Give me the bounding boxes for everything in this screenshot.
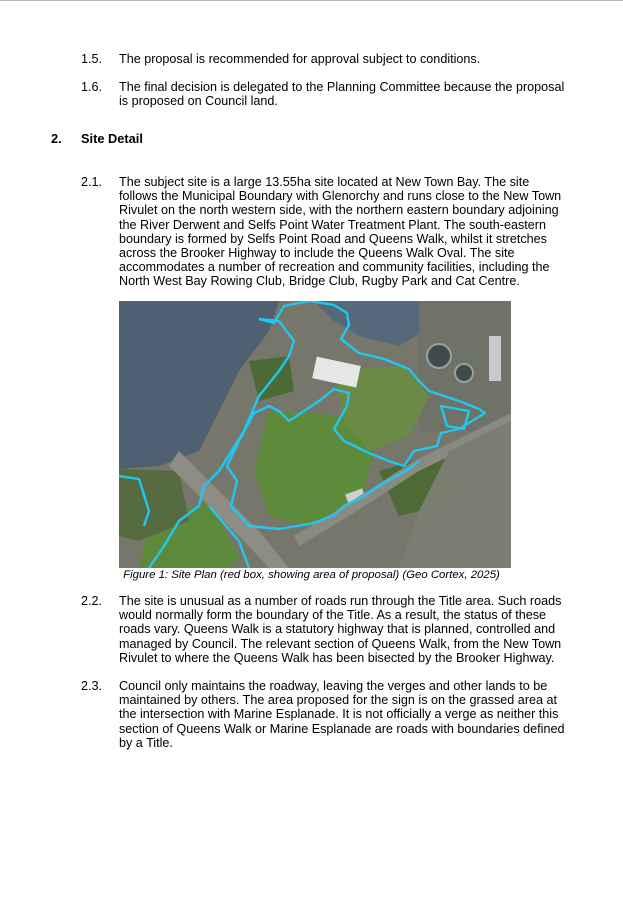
page-top-rule: [0, 0, 623, 1]
paragraph-text: The final decision is delegated to the Planning Committee because the proposal is proposed on Council land.: [119, 80, 565, 109]
paragraph-text: The site is unusual as a number of roads run through the Title area. Such roads would normally form the boundary of the Title. As a result, the status of these roads vary. Queens Walk is a statutory highway that is planned, controlled and managed by Council. The relevant section of Queens Walk, from the New Town Rivulet to where the Queens Walk has been bisected by the Brooker Highway.: [119, 594, 562, 665]
paragraph-number: 2.1.: [81, 175, 103, 189]
section-number: 2.: [51, 131, 62, 146]
site-plan-aerial-image: [119, 301, 511, 568]
paragraph-number: 1.5.: [81, 52, 103, 66]
paragraph-text: The subject site is a large 13.55ha site located at New Town Bay. The site follows the Municipal Boundary with Glenorchy and runs close to the New Town Rivulet on the north western side, with the northern eastern boundary adjoining the River Derwent and Selfs Point Water Treatment Plant. The south-eastern boundary is formed by Selfs Point Road and Queens Walk, whilst it stretches across the Brooker Highway to include the Queens Walk Oval. The site accommodates a number of recreation and community facilities, including the North West Bay Rowing Club, Bridge Club, Rugby Park and Cat Centre.: [119, 175, 562, 289]
paragraph-text: The proposal is recommended for approval subject to conditions.: [119, 52, 481, 66]
figure-caption: Figure 1: Site Plan (red box, showing area of proposal) (Geo Cortex, 2025): [123, 569, 500, 581]
section-title: Site Detail: [81, 131, 143, 146]
paragraph-number: 2.2.: [81, 594, 103, 608]
paragraph-text: Council only maintains the roadway, leaving the verges and other lands to be maintained by others. The area proposed for the sign is on the grassed area at the intersection with Marine Esplanade. It is not officially a verge as neither this section of Queens Walk or Marine Esplanade are roads with boundaries defined by a Title.: [119, 679, 565, 750]
paragraph-number: 1.6.: [81, 80, 103, 94]
paragraph-number: 2.3.: [81, 679, 103, 693]
